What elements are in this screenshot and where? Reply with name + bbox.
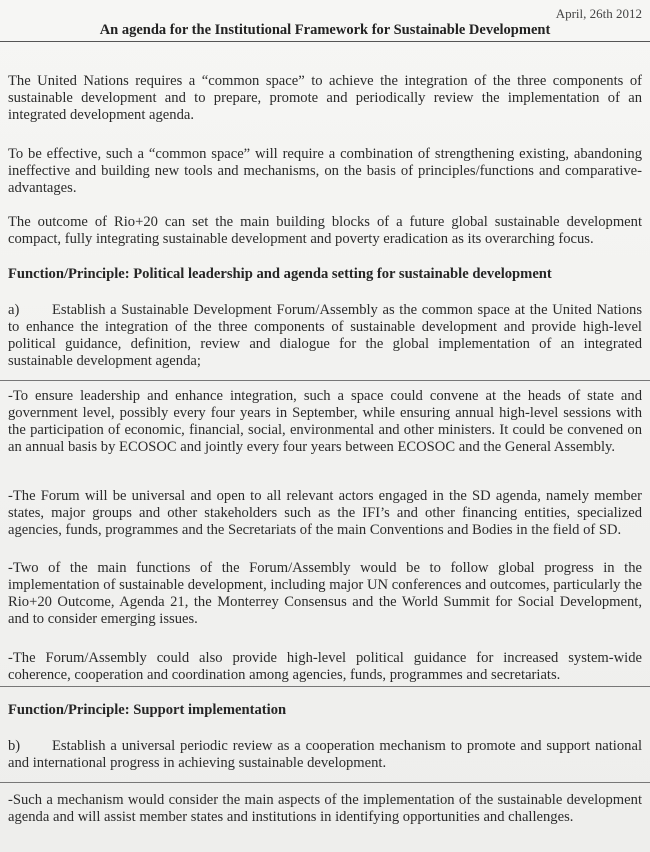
list-item-text: Establish a universal periodic review as a cooperation mechanism to promote and support national and international progress in achieving sustainable development.: [8, 738, 642, 771]
divider-line: [0, 686, 650, 687]
section-heading-support-implementation: Function/Principle: Support implementation: [8, 702, 287, 718]
document-title: An agenda for the Institutional Framework for Sustainable Development: [99, 22, 551, 38]
title-underline: [0, 41, 650, 42]
intro-paragraph-2: To be effective, such a “common space” will require a combination of strengthening existing, abandoning ineffective and building new tools and mechanisms, on the basis of principles/functions and comparative-advantages.: [8, 146, 642, 196]
bullet-paragraph: -Such a mechanism would consider the main aspects of the implementation of the sustainable development agenda and will assist member states and institutions in identifying opportunities and challenges.: [8, 792, 642, 825]
bullet-paragraph: -The Forum/Assembly could also provide high-level political guidance for increased system-wide coherence, cooperation and coordination among agencies, funds, programmes and secretariats.: [8, 650, 642, 683]
divider-line: [0, 782, 650, 783]
bullet-paragraph: -The Forum will be universal and open to all relevant actors engaged in the SD agenda, namely member states, major groups and other stakeholders such as the IFI’s and other financing entities, specialized agencies, funds, programmes and the Secretariats of the main Conventions and Bodies in the field of SD.: [8, 488, 642, 538]
list-item-b: [8, 738, 642, 772]
section-heading-political-leadership: Function/Principle: Political leadership and agenda setting for sustainable development: [8, 266, 552, 282]
bullet-paragraph: -To ensure leadership and enhance integration, such a space could convene at the heads of state and government level, possibly every four years in September, while ensuring annual high-level sessions with the participation of economic, financial, social, environmental and other ministers. It could be convened on an annual basis by ECOSOC and jointly every four years between ECOSOC and the General Assembly.: [8, 388, 642, 455]
list-item-text: Establish a Sustainable Development Forum/Assembly as the common space at the United Nations to enhance the integration of the three components of sustainable development and provide high-level political guidance, definition, review and dialogue for the global implementation of an integrated sustainable development agenda;: [8, 302, 642, 369]
intro-paragraph-3: The outcome of Rio+20 can set the main building blocks of a future global sustainable development compact, fully integrating sustainable development and poverty eradication as its overarching focus.: [8, 214, 642, 247]
intro-paragraph-1: The United Nations requires a “common space” to achieve the integration of the three components of sustainable development and to prepare, promote and periodically review the implementation of an integrated development agenda.: [8, 73, 642, 123]
document-date: April, 26th 2012: [555, 6, 642, 21]
divider-line: [0, 380, 650, 381]
list-item-a: [8, 302, 642, 370]
bullet-paragraph: -Two of the main functions of the Forum/Assembly would be to follow global progress in the implementation of sustainable development, including major UN conferences and outcomes, particularly the Rio+20 Outcome, Agenda 21, the Monterrey Consensus and the World Summit for Social Development, and to consider emerging issues.: [8, 560, 642, 627]
list-item-label: b): [8, 738, 21, 754]
list-item-label: a): [8, 302, 20, 318]
